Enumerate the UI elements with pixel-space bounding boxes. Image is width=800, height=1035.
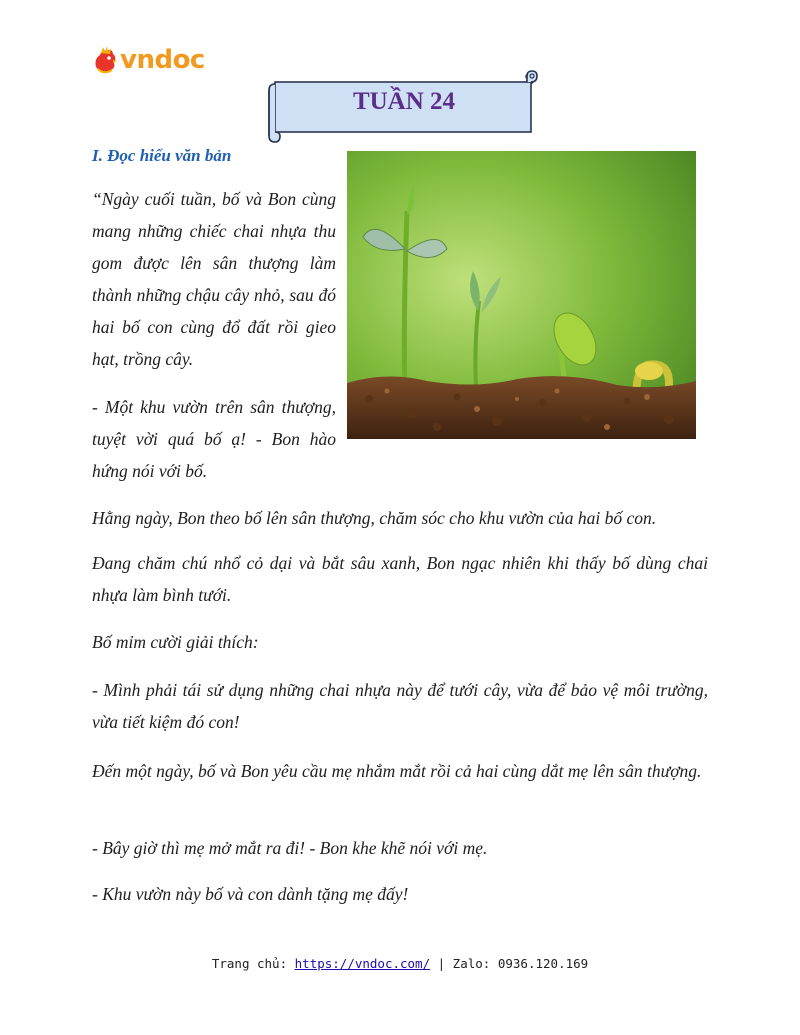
logo-text: vndoc [120, 45, 205, 75]
page-footer [0, 956, 800, 971]
story-paragraph-3: Hằng ngày, Bon theo bố lên sân thượng, chăm sóc cho khu vườn của hai bố con. [92, 508, 657, 528]
story-paragraph-2: - Một khu vườn trên sân thượng, tuyệt vời quá bố ạ! - Bon hào hứng nói với bố. [92, 397, 336, 481]
story-paragraph-1: “Ngày cuối tuần, bố và Bon cùng mang những chiếc chai nhựa thu gom được lên sân thượng làm thành những chậu cây nhỏ, sau đó hai bố con cùng đổ đất rồi gieo hạt, trồng cây. [92, 189, 336, 369]
rooster-icon [92, 45, 118, 75]
story-paragraph-5: Bố mỉm cười giải thích: [92, 632, 259, 652]
footer-contact: | Zalo: 0936.120.169 [430, 956, 589, 971]
page-title: TUẦN 24 [352, 88, 456, 115]
story-paragraph-9: - Khu vườn này bố và con dành tặng mẹ đấy! [92, 884, 409, 904]
footer-label: Trang chủ: [211, 956, 295, 971]
story-paragraph-8: - Bây giờ thì mẹ mở mắt ra đi! - Bon khe khẽ nói với mẹ. [92, 838, 488, 858]
homepage-link[interactable]: https://vndoc.com/ [294, 956, 431, 971]
story-paragraph-4: Đang chăm chú nhổ cỏ dại và bắt sâu xanh, Bon ngạc nhiên khi thấy bố dùng chai nhựa làm bình tưới. [92, 553, 708, 605]
vndoc-logo[interactable] [92, 44, 205, 76]
story-paragraph-7: Đến một ngày, bố và Bon yêu cầu mẹ nhắm mắt rồi cả hai cùng dắt mẹ lên sân thượng. [92, 761, 702, 781]
section-heading: I. Đọc hiểu văn bản [92, 146, 232, 165]
seedlings-photo [347, 151, 696, 439]
story-paragraph-6: - Mình phải tái sử dụng những chai nhựa này để tưới cây, vừa để bảo vệ môi trường, vừa tiết kiệm đó con! [92, 680, 708, 732]
